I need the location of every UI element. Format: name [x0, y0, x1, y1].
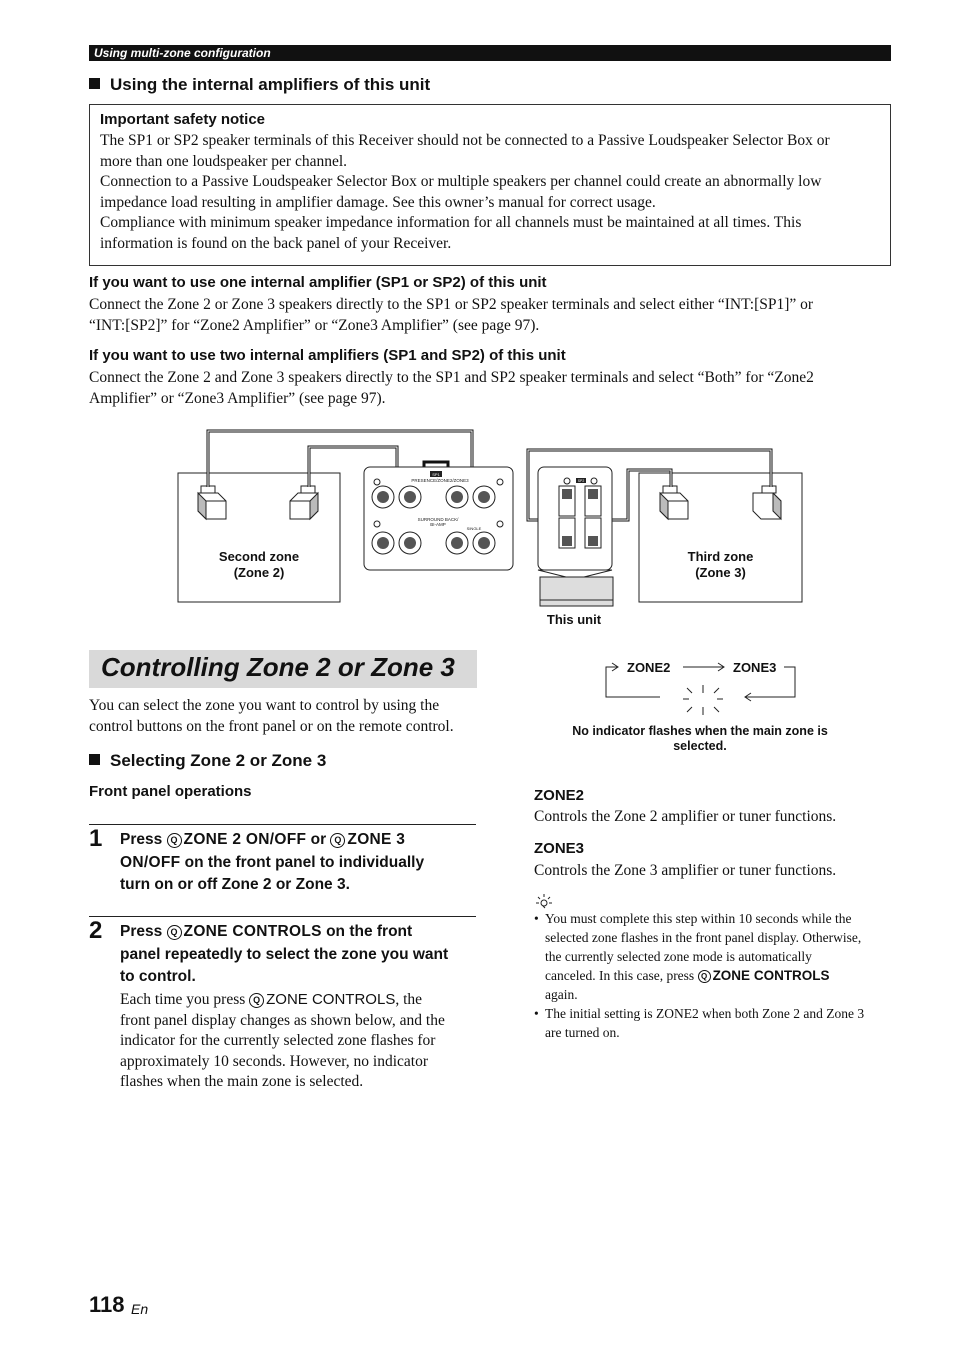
section-label: Using multi-zone configuration	[94, 46, 271, 60]
zone-controls-inline: ZONE CONTROLS	[712, 968, 830, 983]
internal-amps-heading	[89, 75, 430, 95]
bullet-square-icon	[89, 78, 100, 89]
step-2-tail: panel repeatedly to select the zone you want	[120, 945, 449, 963]
note-line: the currently selected zone mode is automatically	[545, 949, 812, 964]
step-2-desc-line: flashes when the main zone is selected.	[120, 1073, 364, 1090]
step-1-line	[120, 852, 480, 875]
zone-controls-button-icon: Q	[698, 970, 711, 983]
note-line: The initial setting is ZONE2 when both Zone 2 and Zone 3	[545, 1006, 865, 1021]
step-2-number: 2	[89, 917, 103, 944]
zone2-desc: Controls the Zone 2 amplifier or tuner functions.	[534, 808, 837, 825]
zone3-label: ZONE 3	[347, 831, 406, 848]
selecting-heading-text: Selecting Zone 2 or Zone 3	[110, 751, 327, 770]
press-word: Press	[120, 831, 163, 848]
step-rule	[89, 916, 476, 917]
desc-text: Each time you press	[120, 991, 246, 1008]
zone3-desc: Controls the Zone 3 amplifier or tuner functions.	[534, 862, 837, 879]
third-zone-label-line: (Zone 3)	[695, 565, 746, 580]
step-1-number: 1	[89, 825, 103, 852]
cycle-zone3-label: ZONE3	[733, 660, 777, 675]
zone-controls-button-icon: Q	[249, 993, 264, 1008]
step-2-desc-line: approximately 10 seconds. However, no indicator	[120, 1052, 429, 1070]
sp2-badge-label: SP2	[577, 479, 585, 483]
third-zone-label-line: Third zone	[687, 549, 754, 564]
cycle-zone2-label: ZONE2	[627, 660, 671, 675]
note-line: are turned on.	[545, 1025, 620, 1040]
selecting-heading	[89, 751, 326, 771]
step-2-line	[120, 921, 480, 944]
panel-mid-label-2: BI-AMP	[430, 522, 446, 527]
safety-line: The SP1 or SP2 speaker terminals of this Receiver should not be connected to a Passive Loudspeaker Selector Box or	[100, 132, 830, 149]
zone-controls-button-icon: Q	[167, 925, 182, 940]
step-2-tail: to control.	[120, 968, 196, 985]
one-amp-line: Connect the Zone 2 or Zone 3 speakers directly to the SP1 or SP2 speaker terminals and select either “INT:[SP1]” or	[89, 296, 814, 313]
step-2-text	[120, 921, 480, 989]
step-1-line	[120, 829, 480, 852]
note-line: selected zone flashes in the front panel display. Otherwise,	[545, 930, 862, 945]
safety-line: Connection to a Passive Loudspeaker Selector Box or multiple speakers per channel could create an abnormally low	[100, 173, 822, 190]
zone2-term: ZONE2	[534, 787, 585, 804]
third-zone-label	[639, 549, 802, 581]
note-line	[545, 966, 894, 985]
one-amp-body	[89, 295, 889, 336]
notes-list	[534, 909, 894, 1042]
two-amps-line: Amplifier” or “Zone3 Amplifier” (see page 97).	[89, 389, 386, 407]
one-amp-line: “INT:[SP2]” for “Zone2 Amplifier” or “Zone3 Amplifier” (see page 97).	[89, 316, 540, 334]
controlling-title: Controlling Zone 2 or Zone 3	[101, 652, 455, 682]
intro-line: You can select the zone you want to control by using the	[89, 697, 440, 714]
second-zone-label-line: Second zone	[218, 549, 300, 564]
note-line: again.	[545, 987, 578, 1002]
step-2-tail: on the front	[326, 923, 413, 940]
two-amps-line: Connect the Zone 2 and Zone 3 speakers directly to the SP1 and SP2 speaker terminals and select “Both” for “Zone2	[89, 369, 814, 386]
second-zone-label-line: (Zone 2)	[233, 565, 285, 580]
step-2-desc-line: front panel display changes as shown below, and the	[120, 1011, 445, 1029]
internal-amps-heading-text: Using the internal amplifiers of this unit	[110, 75, 431, 94]
zone2-onoff-label: ZONE 2 ON/OFF	[183, 831, 307, 848]
intro-line: control buttons on the front panel or on the remote control.	[89, 717, 454, 735]
note-bullet: •	[534, 1006, 539, 1021]
cycle-caption-line: No indicator flashes when the main zone is	[572, 724, 828, 738]
bullet-square-icon	[89, 754, 100, 765]
panel-mid-label: SURROUND BACK/	[417, 517, 459, 522]
sp-badge-label: SP1	[432, 472, 440, 477]
note-bullet: •	[534, 911, 539, 926]
zone3-term: ZONE3	[534, 840, 585, 857]
safety-line: impedance load resulting in amplifier damage. See this owner’s manual for correct usage.	[100, 193, 656, 211]
step-rule	[89, 824, 476, 825]
flash-indicator-icon	[683, 685, 723, 715]
safety-line: more than one loudspeaker per channel.	[100, 152, 348, 170]
wiring-diagram	[170, 420, 810, 635]
note-item	[534, 909, 894, 1004]
step-1-text	[120, 829, 480, 897]
zone-controls-label: ZONE CONTROLS	[183, 923, 322, 940]
page-language: En	[131, 1301, 149, 1317]
zone3-button-icon: Q	[330, 833, 345, 848]
page-number: 118	[89, 1292, 125, 1317]
note-line: You must complete this step within 10 seconds while the	[545, 911, 852, 926]
safety-notice-title: Important safety notice	[100, 111, 266, 128]
zone-controls-inline: ZONE CONTROLS	[266, 991, 396, 1008]
panel-single-label: SINGLE	[466, 526, 482, 531]
or-word: or	[310, 831, 327, 848]
press-word: Press	[120, 923, 163, 940]
step-1-tail: turn on or off Zone 2 or Zone 3.	[120, 876, 350, 893]
front-panel-heading: Front panel operations	[89, 783, 252, 800]
panel-top-label: PRESENCE/ZONE2/ZONE3	[411, 478, 469, 483]
step-2-desc-line	[120, 990, 480, 1011]
step-1-tail: on the front panel to individually	[184, 853, 425, 871]
desc-text: , the	[395, 991, 423, 1008]
this-unit-box	[540, 577, 613, 606]
step-2-desc-line: indicator for the currently selected zone flashes for	[120, 1032, 436, 1049]
two-amps-heading: If you want to use two internal amplifiers (SP1 and SP2) of this unit	[89, 347, 566, 364]
tip-lightbulb-icon	[534, 893, 554, 909]
controlling-intro	[89, 696, 479, 737]
safety-line: Compliance with minimum speaker impedance information for all channels must be maintained at all times. This	[100, 214, 802, 231]
step-2-description	[120, 990, 480, 1093]
this-unit-label: This unit	[546, 612, 602, 627]
zone3-onoff-label: ON/OFF	[120, 853, 181, 871]
one-amp-heading: If you want to use one internal amplifier (SP1 or SP2) of this unit	[89, 274, 547, 291]
cycle-caption-line: selected.	[673, 739, 727, 753]
zone2-button-icon: Q	[167, 833, 182, 848]
note-text: canceled. In this case, press	[545, 968, 695, 983]
cycle-caption	[540, 724, 860, 754]
note-item	[534, 1004, 894, 1042]
safety-notice-body	[100, 131, 885, 254]
safety-line: information is found on the back panel of your Receiver.	[100, 234, 452, 252]
second-zone-label	[178, 549, 340, 581]
two-amps-body	[89, 368, 889, 409]
